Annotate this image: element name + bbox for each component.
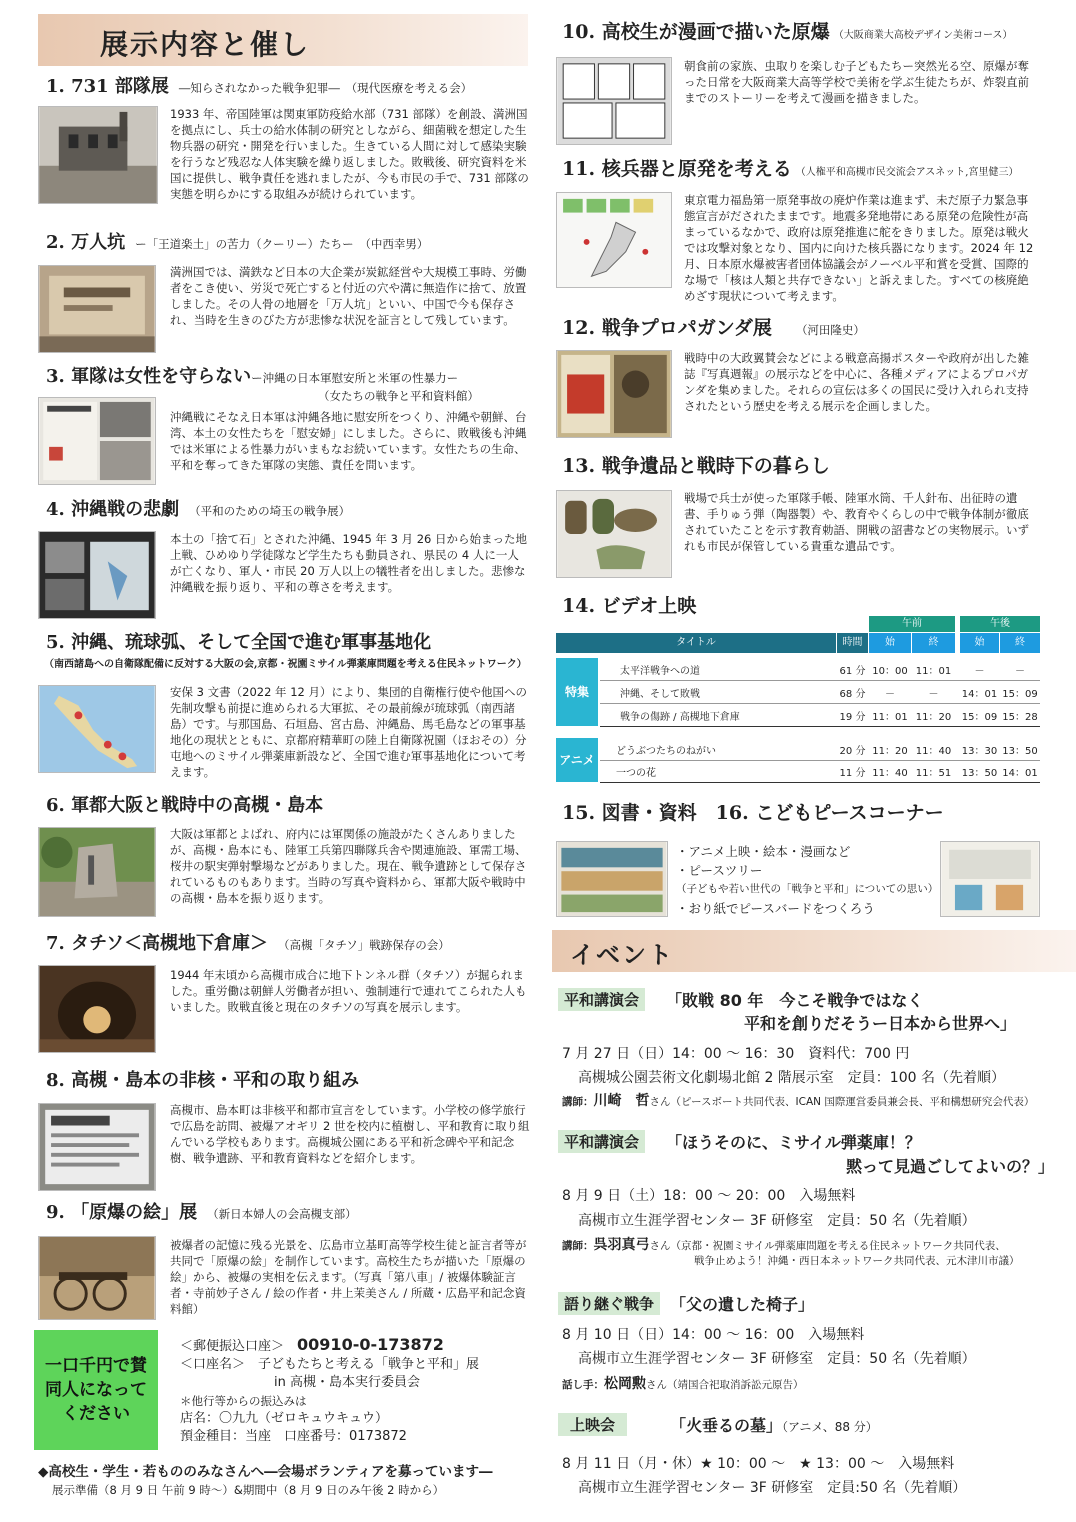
section-10-subtitle: （大阪商業大高校デザイン美術コース） [833, 30, 1013, 41]
section-4-title: 沖縄戦の悲劇 [71, 499, 180, 520]
books-item: ・おり紙でピースバードをつくろう [676, 901, 875, 916]
event-4-place: 高槻市立生涯学習センター 3F 研修室 定員:50 名（先着順） [578, 1480, 967, 1496]
event-1-title-2: 平和を創りだそうー日本から世界へ」 [744, 1014, 1017, 1033]
pm-start-header: 始 [960, 633, 999, 653]
section-4-subtitle: （平和のための埼玉の戦争展） [189, 504, 351, 518]
section-4-text: 本土の「捨て石」とされた沖縄、1945 年 3 月 26 日から始まった地上戦、ひめゆり学徒隊など学生たちも動員され、県民の 4 人に一人が亡くなり、軍人・市民 20 万人以上の犠牲者を出しました。悲惨な沖縄戦を振り返り、平和の尊さを考えます。 [170, 532, 527, 594]
section-3-text: 沖縄戦にそなえ日本軍は沖縄各地に慰安所をつくり、沖縄や朝鮮、台湾、本土の女性たちを「慰安婦」にしました。さらに、敗戦後も沖縄では米軍による性暴力がいまもなお続いています。女性たちの生命、平和を奪ってきた軍隊の実態、責任を問います。 [170, 410, 527, 472]
exhibit-header [38, 14, 528, 66]
video-schedule-table: 午前 午後 タイトル 時間 始 終 始 終 特集 太平洋戦争への道 61 分 10：00 11：01 － － 沖縄、そして敗戦 68 分 － － 14：01 15：09 戦争の傷跡 / 高槻地下倉庫 19 分 11：01 11：20 15：09 15：28 アニメ どうぶつたちのねがい 20 分 11：20 11：40 13：30 13：50 一つの花 11 分 11：40 11：51 13：50 14：01 [556, 616, 1040, 782]
photo-atomic-bomb-painting [38, 1236, 156, 1320]
photo-war-relics [556, 490, 672, 578]
section-7-heading: 7. タチソ＜高槻地下倉庫＞ （高槻「タチソ」戦跡保存の会） [46, 933, 450, 954]
am-end-header: 終 [912, 633, 955, 653]
section-5-title: 沖縄、琉球弧、そして全国で進む軍事基地化 [71, 632, 432, 653]
volunteer-line-1: ◆高校生・学生・若もののみなさんへ―会場ボランティアを募っています― [38, 1464, 493, 1480]
section-2-text: 満洲国では、満鉄など日本の大企業が炭鉱経営や大規模工事時、労働者をこき使い、労災で死亡すると付近の穴や溝に無造作に捨て、放置しました。その人骨の地層を「万人坑」といい、中国で今も保存され、当時を生きのびた方が悲惨な状況を証言として残しています。 [170, 265, 527, 327]
books-item: ・アニメ上映・絵本・漫画など [676, 844, 851, 859]
event-3-speaker: 話し手：松岡勲さん（靖国合祀取消訴訟元原告） [562, 1376, 804, 1392]
event-4-date: 8 月 11 日（月・休）★ 10：00 ～ ★ 13：00 ～ 入場無料 [562, 1456, 955, 1472]
books-heading: 15. 図書・資料 16. こどもピースコーナー [562, 802, 944, 824]
event-2-place: 高槻市立生涯学習センター 3F 研修室 定員：50 名（先着順） [578, 1213, 976, 1229]
section-2-heading: 2. 万人坑 ー「王道楽土」の苦力（クーリー）たちー （中西幸男） [46, 232, 429, 253]
event-4-title: 「火垂るの墓」 [670, 1416, 783, 1435]
photo-manga [556, 57, 672, 145]
account-name-label: ＜口座名＞ [180, 1357, 246, 1372]
section-3-subtitle2: （女たちの戦争と平和資料館） [318, 389, 479, 403]
event-1-speaker: 講師：川崎 哲さん（ピースボート共同代表、ICAN 国際運営委員兼会長、平和構想研究会代表） [562, 1093, 1035, 1109]
photo-stone-monument [38, 827, 156, 917]
pm-end-header: 終 [1000, 633, 1040, 653]
section-10-heading: 10. 高校生が漫画で描いた原爆 （大阪商業大高校デザイン美術コース） [562, 21, 1013, 43]
section-5-subtitle: （南西諸島への自衛隊配備に反対する大阪の会,京都・祝園ミサイル弾薬庫問題を考える住民ネットワーク） [44, 659, 527, 670]
section-5-text: 安保 3 文書（2022 年 12 月）により、集団的自衛権行使や他国への先制攻撃も前提に進められる大軍拡、その最前線が琉球弧（南西諸島）です。与那国島、石垣島、宮古島、沖縄島、馬毛島などの軍事基地化の現状とともに、京都府精華町の陸上自衛隊祝園（ほおその）分屯地へのミサイル弾薬庫新設など、全国で進む軍事基地化について考えます。 [170, 685, 527, 779]
section-11-subtitle: （人権平和高槻市民交流会アスネット,宮里健三） [795, 167, 1019, 178]
account-name-2: in 高槻・島本実行委員会 [274, 1375, 420, 1390]
am-header: 午前 [869, 616, 955, 632]
section-12-title: 戦争プロパガンダ展 [601, 317, 772, 339]
section-9-title: 「原爆の絵」展 [71, 1202, 198, 1223]
events-header [552, 930, 1076, 972]
section-1-text: 1933 年、帝国陸軍は関東軍防疫給水部（731 部隊）を創設、満洲国を拠点にし、兵士の給水体制の研究としながら、細菌戦を想定した生物兵器の研究・開発を行いました。生きている人間に対して感染実験を行うなど残忍な人体実験を繰り返しました。敗戦後、研究資料を米国に提供し、戦争責任を逃れましたが、今も市民の手で、731 部隊の実態を明らかにする取組みが続けられています。 [170, 107, 529, 201]
video-heading: 14. ビデオ上映 [562, 595, 697, 617]
group-label-special: 特集 [556, 658, 598, 726]
pm-header: 午後 [960, 616, 1040, 632]
postal-number: 00910-0-173872 [297, 1335, 444, 1354]
event-3-tag: 語り継ぐ戦争 [558, 1292, 660, 1315]
section-3-title: 軍隊は女性を守らない [71, 366, 252, 387]
photo-ruins [38, 106, 158, 204]
section-9-heading: 9. 「原爆の絵」展 （新日本婦人の会高槻支部） [46, 1202, 357, 1223]
section-3-subtitle: ー沖縄の日本軍慰安所と米軍の性暴力ー [251, 371, 459, 385]
section-11-text: 東京電力福島第一原発事故の廃炉作業は進まず、未だ原子力緊急事態宣言がだされたままです。地震多発地帯にある原発の危険性が高まっているなかで、政府は原発推進に舵をきりました。原発は戦火では攻撃対象となり、国内に向けた核兵器になります。2024 年 12 月、日本原水爆被害者団体協議会がノーベル平和賞を受賞、国際的な場で「核は人類と共存できない」と訴えました。すべての核廃絶めざす現状について考えます。 [684, 193, 1034, 303]
event-4-tag: 上映会 [558, 1413, 627, 1436]
section-12-text: 戦時中の大政翼賛会などによる戦意高揚ポスターや政府が出した雑誌『写真週報』の展示などを中心に、各種メディアによるプロパガンダを集めました。それらの宣伝は多くの国民に受け入れられ支持されたという歴史を考える展示を企画しました。 [684, 351, 1029, 413]
section-3-heading: 3. 軍隊は女性を守らないー沖縄の日本軍慰安所と米軍の性暴力ー [46, 366, 459, 387]
section-8-heading: 8. 高槻・島本の非核・平和の取り組み [46, 1070, 360, 1091]
section-2-subtitle: ー「王道楽土」の苦力（クーリー）たちー （中西幸男） [135, 237, 429, 251]
am-start-header: 始 [869, 633, 911, 653]
volunteer-line-2: 展示準備（8 月 9 日 午前 9 時～）&期間中（8 月 9 日のみ午後 2 時から） [52, 1483, 445, 1497]
event-1-date: 7 月 27 日（日）14：00 ～ 16：30 資料代：700 円 [562, 1046, 910, 1062]
title-col-header: タイトル [556, 633, 836, 653]
photo-propaganda-poster [556, 350, 672, 438]
bank-branch: 店名：〇九九（ゼロキュウキュウ） [180, 1411, 389, 1426]
photo-kids-corner [940, 841, 1040, 917]
section-7-title: タチソ＜高槻地下倉庫＞ [71, 933, 268, 954]
group-label-anime: アニメ [556, 738, 598, 782]
section-7-subtitle: （高槻「タチソ」戦跡保存の会） [278, 938, 450, 952]
exhibit-header-title: 展示内容と催し [100, 28, 311, 61]
event-2-title-1: 「ほうそのに、ミサイル弾薬庫！？ [666, 1133, 921, 1152]
postal-label: ＜郵便振込口座＞ [180, 1339, 285, 1354]
section-12-heading: 12. 戦争プロパガンダ展 （河田隆史） [562, 317, 865, 339]
section-7-text: 1944 年末頃から高槻市成合に地下トンネル群（タチソ）が掘られました。重労働は朝鮮人労働者が担い、強制連行で連れてこられた人もいました。敗戦直後と現在のタチソの写真を展示します。 [170, 968, 527, 1014]
section-1-heading: 1. 731 部隊展 ―知らされなかった戦争犯罪― （現代医療を考える会） [46, 76, 473, 97]
event-2-tag: 平和講演会 [558, 1130, 645, 1153]
section-13-text: 戦場で兵士が使った軍隊手帳、陸軍水筒、千人針布、出征時の遺書、手りゅう弾（陶器製）や、教育やくらしの中で戦争体制が徹底されていたことを示す教育勅語、開戦の詔書などの実物展示。いずれも市民が保管している貴重な遺品です。 [684, 491, 1029, 553]
section-9-text: 被爆者の記憶に残る光景を、広島市立基町高等学校生徒と証言者等が共同で「原爆の絵」を制作しています。高校生たちが描いた「原爆の絵」から、被爆の実相を伝えます。（写真「第八車」/ 被爆体験証言者・寺前妙子さん / 絵の作者・井上茉美さん / 所蔵・広島平和記念資料館） [170, 1238, 527, 1316]
support-info [180, 1336, 530, 1446]
support-badge: 一口千円で賛同人になってください [34, 1330, 158, 1450]
section-11-title: 核兵器と原発を考える [601, 158, 792, 180]
event-2-date: 8 月 9 日（土）18：00 ～ 20：00 入場無料 [562, 1188, 856, 1204]
section-6-title: 軍都大阪と戦時中の高槻・島本 [71, 795, 324, 816]
event-1-title-1: 「敗戦 80 年 今こそ戦争ではなく [666, 991, 924, 1010]
section-13-heading: 13. 戦争遺品と戦時下の暮らし [562, 455, 830, 477]
section-12-subtitle: （河田隆史） [795, 323, 865, 337]
section-13-title: 戦争遺品と戦時下の暮らし [601, 455, 830, 477]
section-4-heading: 4. 沖縄戦の悲劇 （平和のための埼玉の戦争展） [46, 499, 351, 520]
photo-okinawa-panel [38, 531, 156, 619]
photo-memorial-sign [38, 265, 156, 353]
section-10-text: 朝食前の家族、虫取りを楽しむ子どもたちー突然光る空、原爆が奪った日常を大阪商業大高等学校で美術を学ぶ生徒たちが、炸裂直前までのストーリーを考えて漫画を描きました。 [684, 59, 1029, 105]
section-6-heading: 6. 軍都大阪と戦時中の高槻・島本 [46, 795, 324, 816]
time-col-header: 時間 [837, 633, 868, 653]
event-3-title: 「父の遺した椅子」 [670, 1295, 815, 1314]
photo-aogiri-sign [38, 1103, 156, 1191]
other-bank-note: ＊他行等からの振込みは [180, 1394, 307, 1408]
account-name-1: 子どもたちと考える「戦争と平和」展 [258, 1357, 480, 1372]
volunteer-notice [38, 1460, 538, 1498]
photo-exhibit-panel [38, 397, 156, 485]
events-header-title: イベント [570, 940, 674, 969]
event-4-title-note: （アニメ、88 分） [782, 1420, 878, 1434]
event-1-place: 高槻城公園芸術文化劇場北館 2 階展示室 定員：100 名（先着順） [578, 1070, 1005, 1086]
event-2-title-2: 黙って見過ごしてよいの？」 [846, 1157, 1055, 1176]
books-item: ・ピースツリー [676, 863, 763, 878]
photo-nuclear-map [556, 192, 672, 288]
section-2-title: 万人坑 [71, 232, 126, 253]
photo-nansei-map [38, 685, 156, 773]
section-6-text: 大阪は軍都とよばれ、府内には軍関係の施設がたくさんありましたが、高槻・島本にも、陸軍工兵第四聯隊兵舎や関連施設、軍需工場、桜井の駅実弾射撃場などがありました。現在、戦争遺跡として保存されているものもあります。当時の写真や資料から、軍都大阪や戦時中の高槻・島本を振り返ります。 [170, 827, 527, 905]
section-1-title: 731 部隊展 [71, 76, 169, 97]
photo-tunnel [38, 965, 156, 1053]
section-10-title: 高校生が漫画で描いた原爆 [601, 21, 830, 43]
event-2-speaker: 講師：呉羽真弓さん（京都・祝園ミサイル弾薬庫問題を考える住民ネットワーク共同代表、 [562, 1237, 1006, 1253]
section-1-subtitle: ―知らされなかった戦争犯罪― （現代医療を考える会） [178, 81, 473, 95]
section-8-title: 高槻・島本の非核・平和の取り組み [71, 1070, 360, 1091]
section-5-heading: 5. 沖縄、琉球弧、そして全国で進む軍事基地化 [46, 632, 432, 653]
event-3-place: 高槻市立生涯学習センター 3F 研修室 定員：50 名（先着順） [578, 1351, 976, 1367]
books-list [676, 842, 939, 918]
section-8-text: 高槻市、島本町は非核平和都市宣言をしています。小学校の修学旅行で広島を訪問、被爆アオギリ 2 世を校内に植樹し、平和教育に取り組んでいる学校もあります。高槻城公園にある平和祈念碑や平和記念樹、戦争遺跡、平和教育資料などを紹介します。 [170, 1103, 530, 1165]
event-2-speaker-note-2: 戦争止めよう！沖縄・西日本ネットワーク共同代表、元木津川市議） [694, 1255, 1020, 1267]
books-item: （子どもや若い世代の「戦争と平和」についての思い） [676, 883, 939, 895]
section-11-heading: 11. 核兵器と原発を考える （人権平和高槻市民交流会アスネット,宮里健三） [562, 158, 1019, 180]
event-3-date: 8 月 10 日（日）14：00 ～ 16：00 入場無料 [562, 1327, 865, 1343]
event-1-tag: 平和講演会 [558, 988, 645, 1011]
photo-bookshelf [556, 841, 668, 917]
bank-account: 預金種目：当座 口座番号：0173872 [180, 1429, 407, 1444]
section-9-subtitle: （新日本婦人の会高槻支部） [207, 1207, 357, 1221]
